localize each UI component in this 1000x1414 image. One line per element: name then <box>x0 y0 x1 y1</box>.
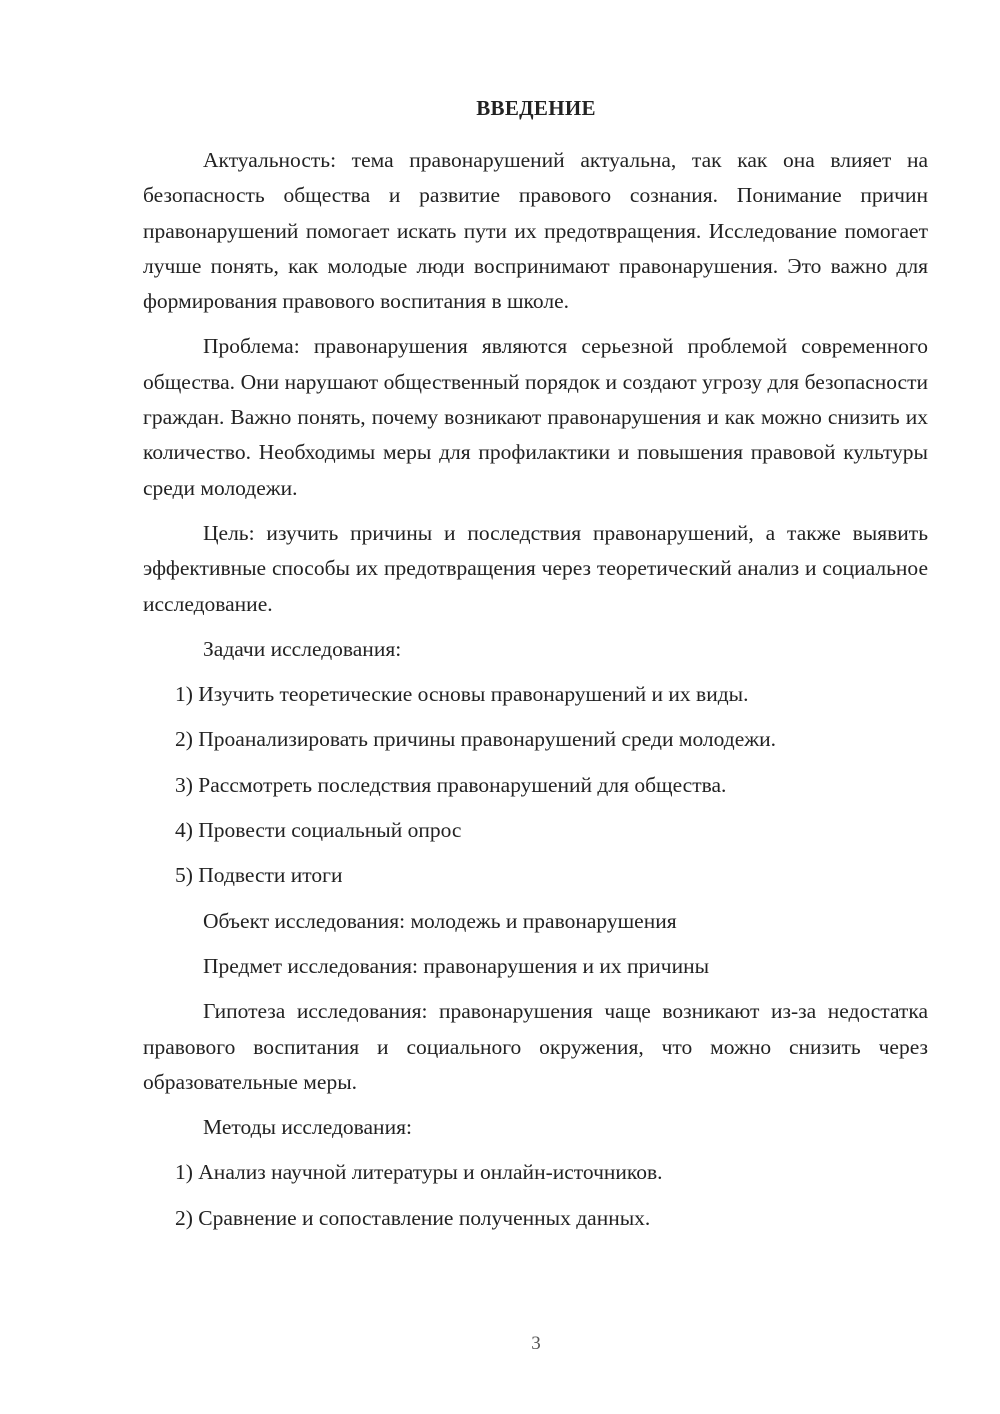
task-item-1: 1) Изучить теоретические основы правонарушений и их виды. <box>175 682 749 707</box>
task-item-2: 2) Проанализировать причины правонарушений среди молодежи. <box>175 727 776 752</box>
task-item-3: 3) Рассмотреть последствия правонарушений для общества. <box>175 772 727 797</box>
object-line: Объект исследования: молодежь и правонарушения <box>203 908 677 933</box>
goal-paragraph: Цель: изучить причины и последствия правонарушений, а также выявить эффективные способы их предотвращения через теоретический анализ и социальное исследование. <box>143 520 928 616</box>
task-item-5: 5) Подвести итоги <box>175 863 343 888</box>
method-item-1: 1) Анализ научной литературы и онлайн-источников. <box>175 1160 663 1185</box>
method-item-2: 2) Сравнение и сопоставление полученных данных. <box>175 1205 651 1230</box>
subject-line: Предмет исследования: правонарушения и их причины <box>203 953 710 978</box>
document-body <box>143 143 928 1246</box>
page-title: ВВЕДЕНИЕ <box>476 96 596 120</box>
methods-heading: Методы исследования: <box>203 1115 412 1140</box>
problem-paragraph: Проблема: правонарушения являются серьезной проблемой современного общества. Они нарушают общественный порядок и создают угрозу для безопасности граждан. Важно понять, почему возникают правонарушения и как можно снизить их количество. Необходимы меры для профилактики и повышения правовой культуры среди молодежи. <box>143 334 928 500</box>
page-number: 3 <box>531 1333 541 1354</box>
task-item-4: 4) Провести социальный опрос <box>175 818 462 843</box>
relevance-paragraph: Актуальность: тема правонарушений актуальна, так как она влияет на безопасность общества и развитие правового сознания. Понимание причин правонарушений помогает искать пути их предотвращения. Исследование помогает лучше понять, как молодые люди воспринимают правонарушения. Это важно для формирования правового воспитания в школе. <box>143 148 928 314</box>
hypothesis-paragraph: Гипотеза исследования: правонарушения чаще возникают из-за недостатка правового воспитания и социального окружения, что можно снизить через образовательные меры. <box>143 999 928 1094</box>
tasks-heading: Задачи исследования: <box>203 636 402 661</box>
